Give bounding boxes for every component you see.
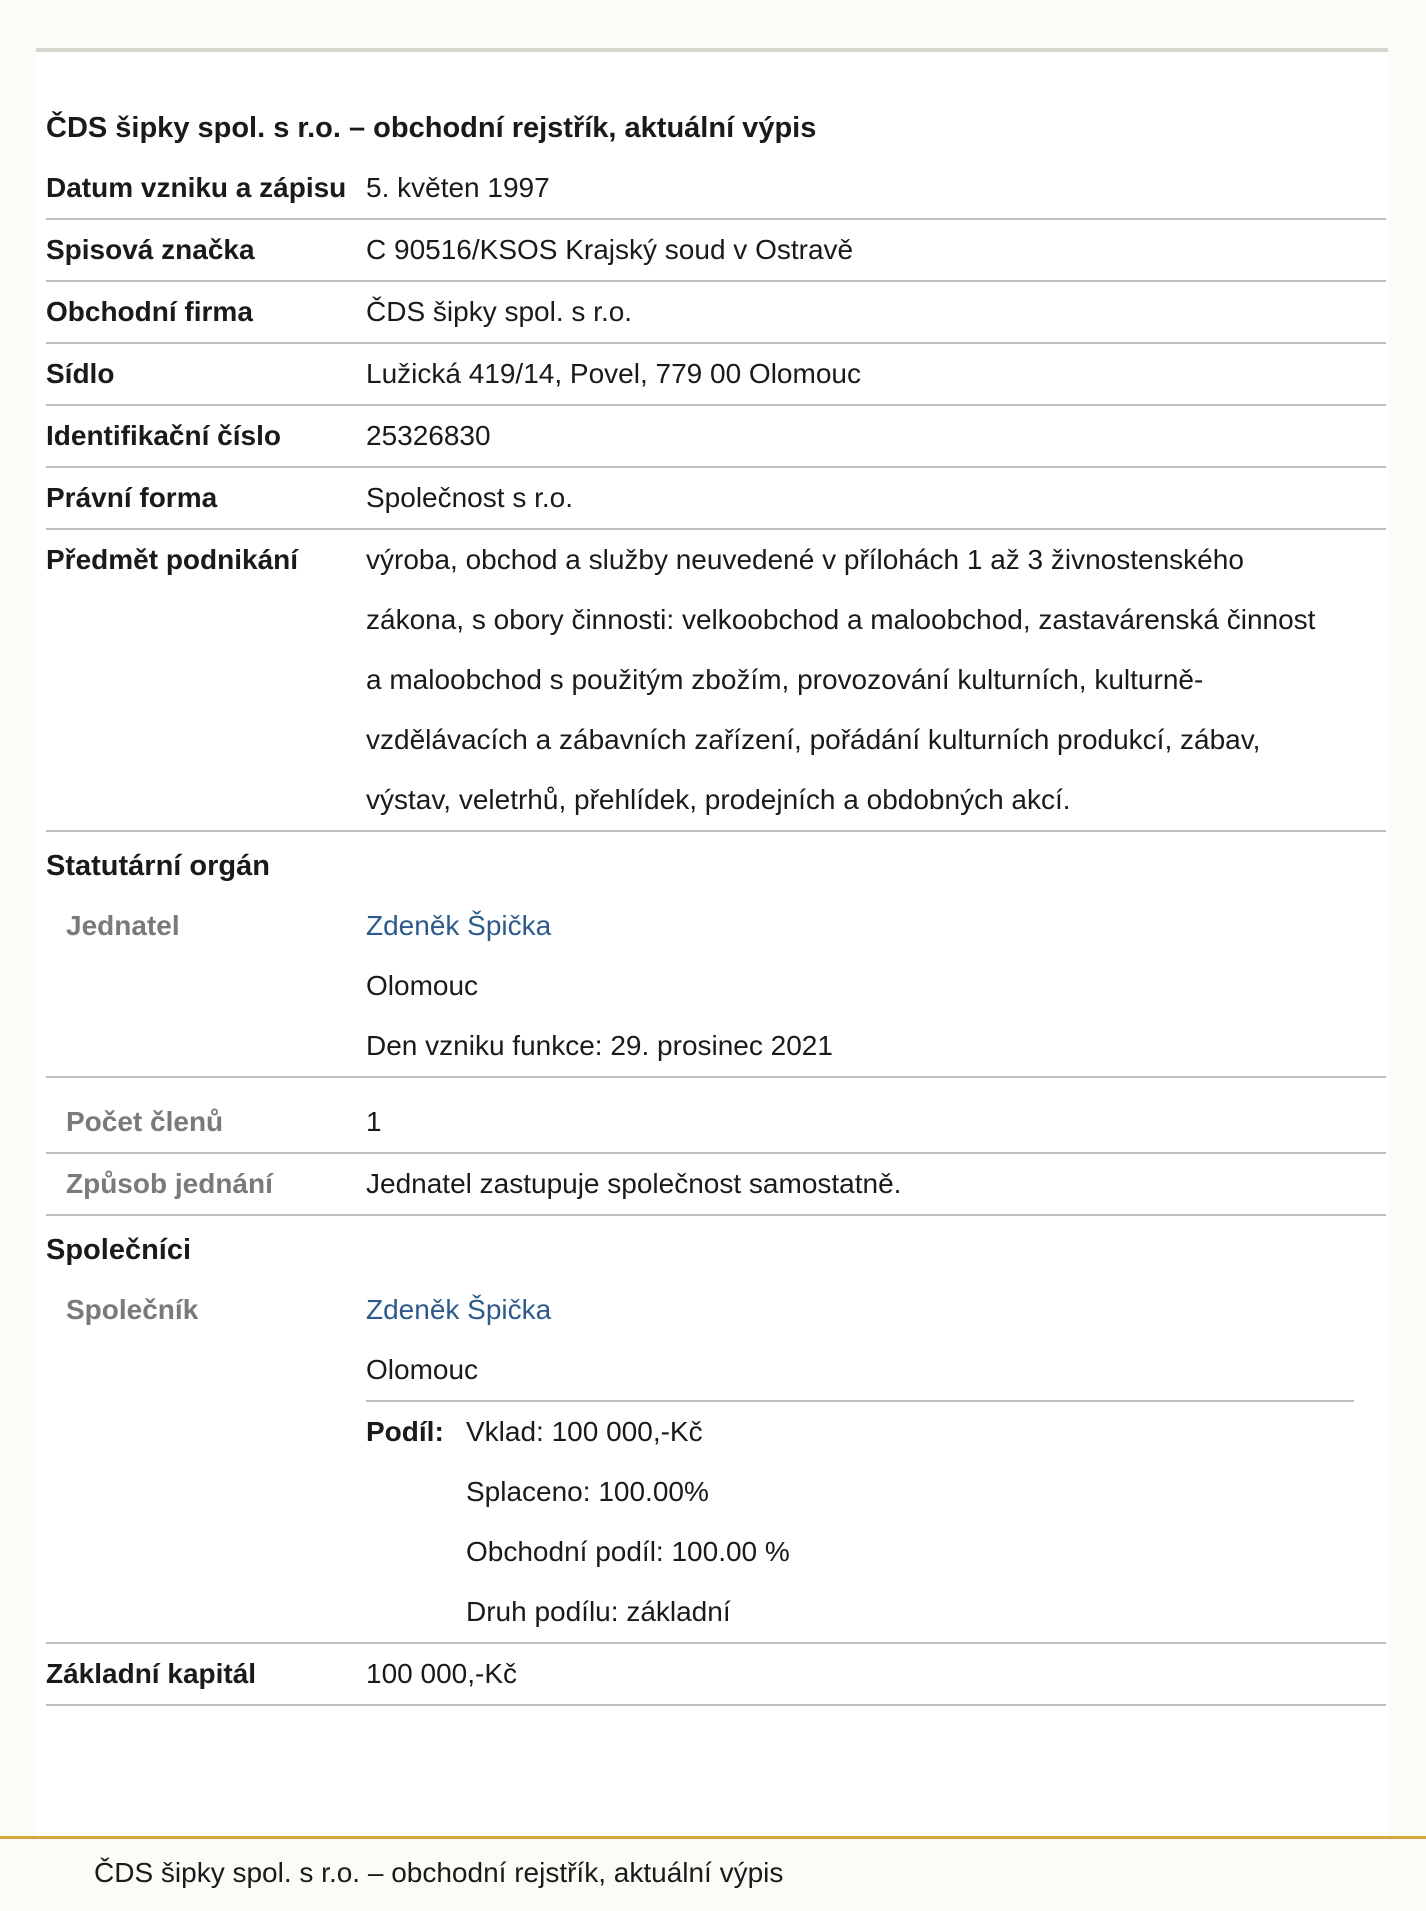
row-pravni-forma — [46, 468, 1386, 530]
label-sidlo: Sídlo — [46, 358, 115, 389]
label-zakladni-kapital: Základní kapitál — [46, 1658, 257, 1689]
label-jednatel: Jednatel — [66, 910, 180, 941]
value-jednatel — [366, 896, 1386, 1076]
podil-line: Obchodní podíl: 100.00 % — [466, 1536, 790, 1567]
row-jednatel — [46, 896, 1386, 1078]
row-predmet-podnikani — [46, 530, 1386, 832]
value-spolecnik — [366, 1280, 1386, 1642]
row-sidlo — [46, 344, 1386, 406]
predmet-line: a maloobchod s použitým zbožím, provozování kulturních, kulturně- — [366, 664, 1204, 695]
jednatel-city: Olomouc — [366, 970, 479, 1001]
label-datum-vzniku: Datum vzniku a zápisu — [46, 172, 347, 203]
podil-line: Druh podílu: základní — [466, 1596, 731, 1627]
row-spisova-znacka — [46, 220, 1386, 282]
label-zpusob-jednani: Způsob jednání — [66, 1168, 273, 1199]
label-obchodni-firma: Obchodní firma — [46, 296, 253, 327]
document-title: ČDS šipky spol. s r.o. – obchodní rejstřík, aktuální výpis — [46, 112, 817, 144]
predmet-line: vzdělávacích a zábavních zařízení, pořádání kulturních produkcí, zábav, — [366, 724, 1261, 755]
page-footer — [0, 1836, 1426, 1911]
row-obchodni-firma — [46, 282, 1386, 344]
podil-line: Splaceno: 100.00% — [466, 1476, 709, 1507]
value-pocet-clenu: 1 — [366, 1106, 382, 1137]
value-spisova-znacka: C 90516/KSOS Krajský soud v Ostravě — [366, 234, 854, 265]
value-sidlo: Lužická 419/14, Povel, 779 00 Olomouc — [366, 358, 861, 389]
predmet-line: zákona, s obory činnosti: velkoobchod a maloobchod, zastavárenská činnost — [366, 604, 1316, 635]
podil-values — [466, 1402, 790, 1642]
row-ico — [46, 406, 1386, 468]
label-spisova-znacka: Spisová značka — [46, 234, 255, 265]
podil-label: Podíl: — [366, 1416, 444, 1447]
footer-title: ČDS šipky spol. s r.o. – obchodní rejstřík, aktuální výpis — [94, 1857, 784, 1888]
predmet-line: výstav, veletrhů, přehlídek, prodejních a obdobných akcí. — [366, 784, 1071, 815]
label-ico: Identifikační číslo — [46, 420, 281, 451]
section-title-spolecnici: Společníci — [46, 1234, 192, 1266]
podil-block — [366, 1400, 1354, 1642]
document-content — [46, 98, 1386, 1706]
document-page — [36, 48, 1388, 1838]
row-pocet-clenu — [46, 1092, 1386, 1154]
predmet-line: výroba, obchod a služby neuvedené v přílohách 1 až 3 živnostenského — [366, 544, 1244, 575]
value-ico: 25326830 — [366, 420, 491, 451]
value-obchodni-firma: ČDS šipky spol. s r.o. — [366, 296, 633, 327]
spolecnik-city: Olomouc — [366, 1354, 479, 1385]
label-spolecnik: Společník — [66, 1294, 199, 1325]
row-datum-vzniku — [46, 158, 1386, 220]
jednatel-since: Den vzniku funkce: 29. prosinec 2021 — [366, 1030, 833, 1061]
row-spolecnik — [46, 1280, 1386, 1644]
podil-line: Vklad: 100 000,-Kč — [466, 1416, 703, 1447]
jednatel-name-link[interactable]: Zdeněk Špička — [366, 910, 552, 941]
section-title-statutarni-organ: Statutární orgán — [46, 850, 270, 882]
label-predmet-podnikani: Předmět podnikání — [46, 544, 299, 575]
value-pravni-forma: Společnost s r.o. — [366, 482, 574, 513]
spacer — [46, 1078, 1386, 1092]
label-pocet-clenu: Počet členů — [66, 1106, 224, 1137]
row-zpusob-jednani — [46, 1154, 1386, 1216]
value-datum-vzniku: 5. květen 1997 — [366, 172, 550, 203]
value-predmet-podnikani — [366, 530, 1386, 830]
spolecnik-name-link[interactable]: Zdeněk Špička — [366, 1294, 552, 1325]
value-zpusob-jednani: Jednatel zastupuje společnost samostatně. — [366, 1168, 902, 1199]
label-pravni-forma: Právní forma — [46, 482, 218, 513]
value-zakladni-kapital: 100 000,-Kč — [366, 1658, 517, 1689]
row-zakladni-kapital — [46, 1644, 1386, 1706]
